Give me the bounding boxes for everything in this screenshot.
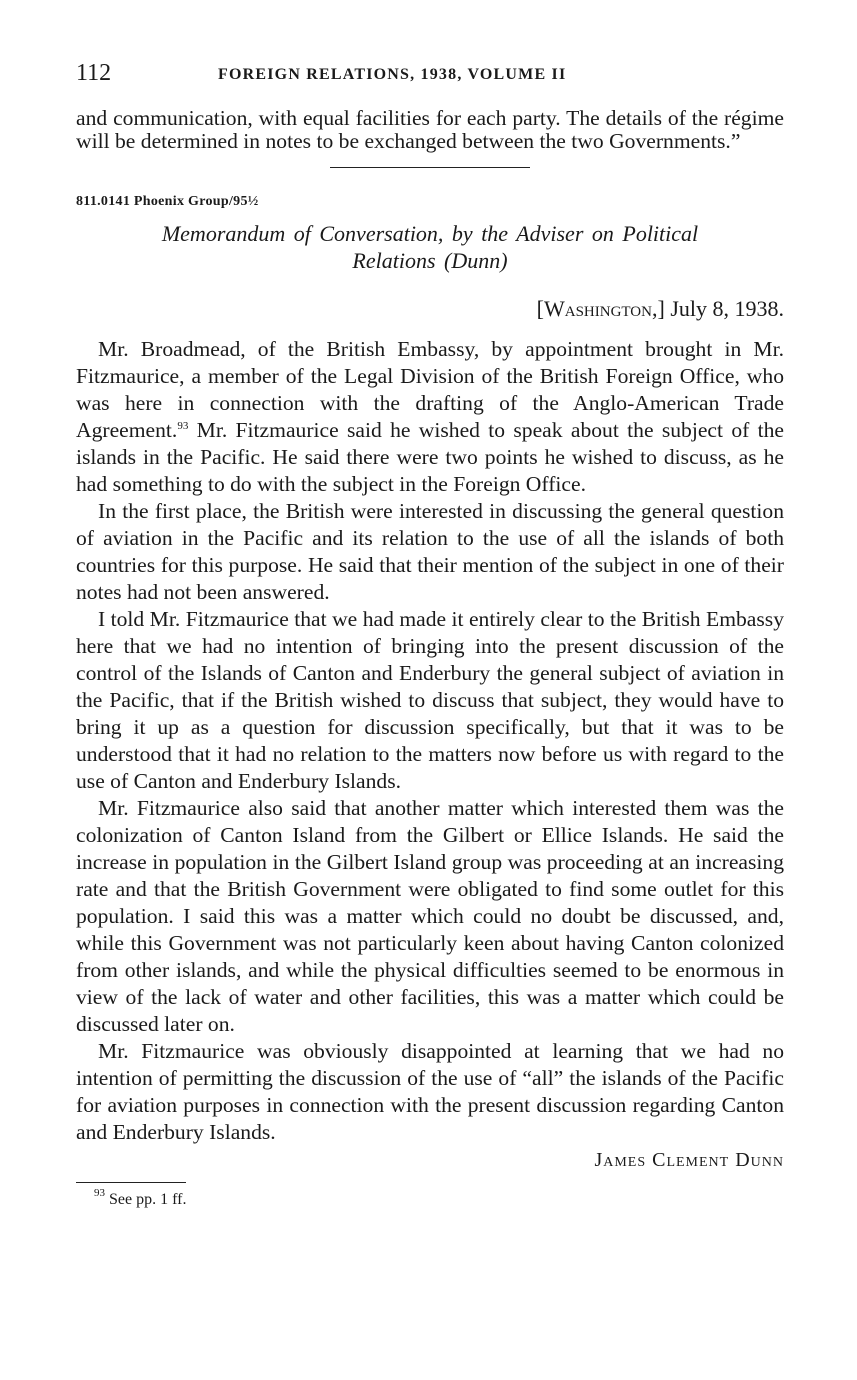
- footnote-text: See pp. 1 ff.: [109, 1191, 187, 1208]
- continued-paragraph: and communication, with equal facilities for each party. The details of the régime will be determined in notes to be exchanged between the two Governments.”: [76, 106, 784, 153]
- document-title-line-2: Relations (Dunn): [352, 248, 508, 273]
- page-number: 112: [76, 60, 112, 86]
- footnote-reference: 93: [177, 420, 189, 432]
- paragraph-5: Mr. Fitzmaurice was obviously disappointed at learning that we had no intention of permitting the discussion of the use of “all” the islands of the Pacific for aviation purposes in connection with the present discussion regarding Canton and Enderbury Islands.: [76, 1039, 784, 1144]
- paragraph-1-text-continued: Mr. Fitzmaurice said he wished to speak about the subject of the islands in the Pacific. He said there were two points he wished to discuss, as he had something to do with the subject in the Foreign Office.: [76, 418, 784, 496]
- footnote-number: 93: [94, 1187, 105, 1199]
- file-number: 811.0141 Phoenix Group/95½: [76, 194, 259, 209]
- section-divider: [330, 167, 530, 168]
- dateline-date: July 8, 1938.: [670, 296, 784, 321]
- dateline: [76, 296, 784, 322]
- continued-text: [76, 107, 784, 153]
- document-title-line-1: Memorandum of Conversation, by the Adviser on Political: [161, 221, 699, 246]
- running-head: [76, 58, 784, 92]
- paragraph-2: In the first place, the British were interested in discussing the general question of aviation in the Pacific and its relation to the use of all the islands of both countries for this purpose. He said that their mention of the subject in one of their notes had not been answered.: [76, 499, 784, 604]
- footnote-divider: [76, 1182, 186, 1183]
- paragraph-3: I told Mr. Fitzmaurice that we had made it entirely clear to the British Embassy here that we had no intention of bringing into the present discussion of the control of the Islands of Canton and Enderbury the general subject of aviation in the Pacific, that if the British wished to discuss that subject, they would have to bring it up as a question for discussion specifically, but that it was to be understood that it had no relation to the matters now before us with regard to the use of Canton and Enderbury Islands.: [76, 607, 784, 793]
- footnote: [94, 1187, 784, 1209]
- paragraph-1-text: Mr. Broadmead, of the British Embassy, by appointment brought in Mr. Fitzmaurice, a member of the Legal Division of the British Foreign Office, who was here in connection with the drafting of the Anglo-American Trade Agreement.: [76, 337, 784, 442]
- paragraph-1: [76, 336, 784, 498]
- dateline-place: [Washington,]: [536, 296, 665, 321]
- signature: James Clement Dunn: [594, 1149, 784, 1171]
- paragraph-4: Mr. Fitzmaurice also said that another matter which interested them was the colonization of Canton Island from the Gilbert or Ellice Islands. He said the increase in population in the Gilbert Island group was proceeding at an increasing rate and that the British Government were obligated to find some outlet for this population. I said this was a matter which could no doubt be discussed, and, while this Government was not particularly keen about having Canton colonized from other islands, and while the physical difficulties seemed to be enormous in view of the lack of water and other facilities, this was a matter which could be discussed later on.: [76, 796, 784, 1036]
- running-title: FOREIGN RELATIONS, 1938, VOLUME II: [218, 66, 567, 83]
- document-page: [76, 58, 784, 1209]
- document-title: [76, 220, 784, 274]
- memorandum-body: [76, 336, 784, 1146]
